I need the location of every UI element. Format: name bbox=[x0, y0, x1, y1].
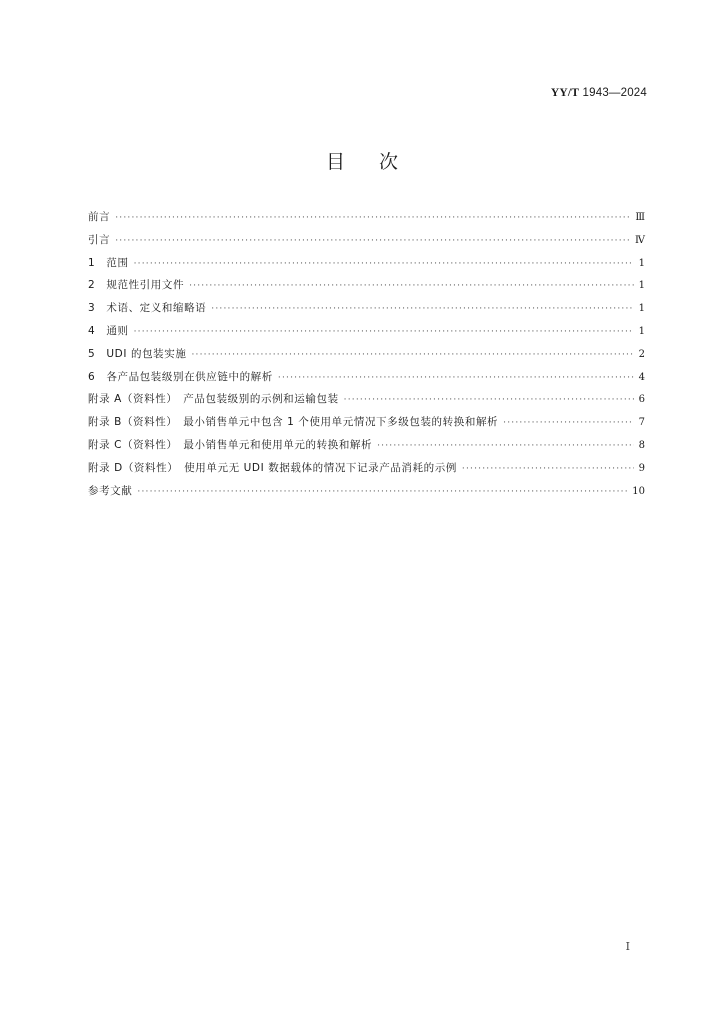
toc-entry-label: 3 术语、定义和缩略语 bbox=[88, 302, 207, 315]
toc-entry[interactable] bbox=[88, 457, 645, 480]
toc-dot-leader bbox=[115, 230, 630, 253]
toc-entry-page: 1 bbox=[638, 303, 645, 315]
toc-dot-leader bbox=[137, 481, 627, 504]
table-of-contents bbox=[88, 206, 645, 502]
toc-entry-page: 1 bbox=[638, 257, 645, 269]
toc-dot-leader bbox=[211, 298, 633, 321]
toc-entry-page: Ⅳ bbox=[635, 234, 645, 246]
toc-entry[interactable] bbox=[88, 411, 645, 434]
toc-dot-leader bbox=[503, 412, 633, 435]
toc-entry[interactable] bbox=[88, 388, 645, 411]
toc-entry[interactable] bbox=[88, 274, 645, 297]
toc-entry[interactable] bbox=[88, 252, 645, 275]
standard-code bbox=[551, 87, 647, 99]
toc-entry-label: 5 UDI 的包装实施 bbox=[88, 347, 187, 360]
toc-entry[interactable] bbox=[88, 480, 645, 503]
toc-entry-page: 10 bbox=[632, 485, 645, 497]
toc-dot-leader bbox=[377, 435, 634, 458]
toc-entry[interactable] bbox=[88, 297, 645, 320]
toc-entry-page: 9 bbox=[638, 462, 645, 474]
toc-entry-label: 附录 C（资料性） 最小销售单元和使用单元的转换和解析 bbox=[88, 438, 373, 451]
toc-dot-leader bbox=[134, 253, 634, 276]
toc-entry[interactable] bbox=[88, 320, 645, 343]
toc-dot-leader bbox=[189, 275, 634, 298]
toc-entry-label: 附录 A（资料性） 产品包装级别的示例和运输包装 bbox=[88, 393, 339, 406]
toc-entry-page: 1 bbox=[638, 325, 645, 337]
toc-dot-leader bbox=[344, 389, 634, 412]
toc-dot-leader bbox=[192, 344, 634, 367]
toc-entry-label: 前言 bbox=[88, 211, 111, 223]
standard-number: 1943—2024 bbox=[582, 87, 647, 99]
toc-entry-label: 2 规范性引用文件 bbox=[88, 279, 185, 292]
toc-entry-label: 附录 D（资料性） 使用单元无 UDI 数据载体的情况下记录产品消耗的示例 bbox=[88, 461, 457, 474]
toc-entry-page: 4 bbox=[638, 371, 645, 383]
toc-entry-page: 2 bbox=[638, 348, 645, 360]
toc-entry-page: Ⅲ bbox=[635, 212, 645, 223]
toc-entry-page: 7 bbox=[638, 417, 645, 429]
toc-entry-page: 1 bbox=[638, 280, 645, 292]
page-number: I bbox=[625, 940, 630, 953]
toc-entry-label: 附录 B（资料性） 最小销售单元中包含 1 个使用单元情况下多级包装的转换和解析 bbox=[88, 416, 499, 429]
page-title: 目次 bbox=[325, 151, 432, 173]
toc-entry[interactable] bbox=[88, 343, 645, 366]
toc-entry[interactable] bbox=[88, 206, 645, 229]
toc-entry-label: 引言 bbox=[88, 233, 111, 246]
toc-entry-label: 参考文献 bbox=[88, 484, 133, 497]
toc-entry-page: 8 bbox=[638, 439, 645, 451]
toc-dot-leader bbox=[462, 458, 634, 481]
toc-entry[interactable] bbox=[88, 434, 645, 457]
toc-dot-leader bbox=[278, 367, 634, 390]
toc-entry-label: 6 各产品包装级别在供应链中的解析 bbox=[88, 370, 273, 383]
toc-entry[interactable] bbox=[88, 366, 645, 389]
toc-entry-page: 6 bbox=[638, 394, 645, 406]
standard-prefix: YY/T bbox=[550, 87, 580, 99]
toc-entry[interactable] bbox=[88, 229, 645, 252]
toc-dot-leader bbox=[134, 321, 634, 344]
toc-entry-label: 4 通则 bbox=[88, 324, 129, 337]
toc-entry-label: 1 范围 bbox=[88, 256, 129, 269]
toc-dot-leader bbox=[115, 207, 630, 230]
